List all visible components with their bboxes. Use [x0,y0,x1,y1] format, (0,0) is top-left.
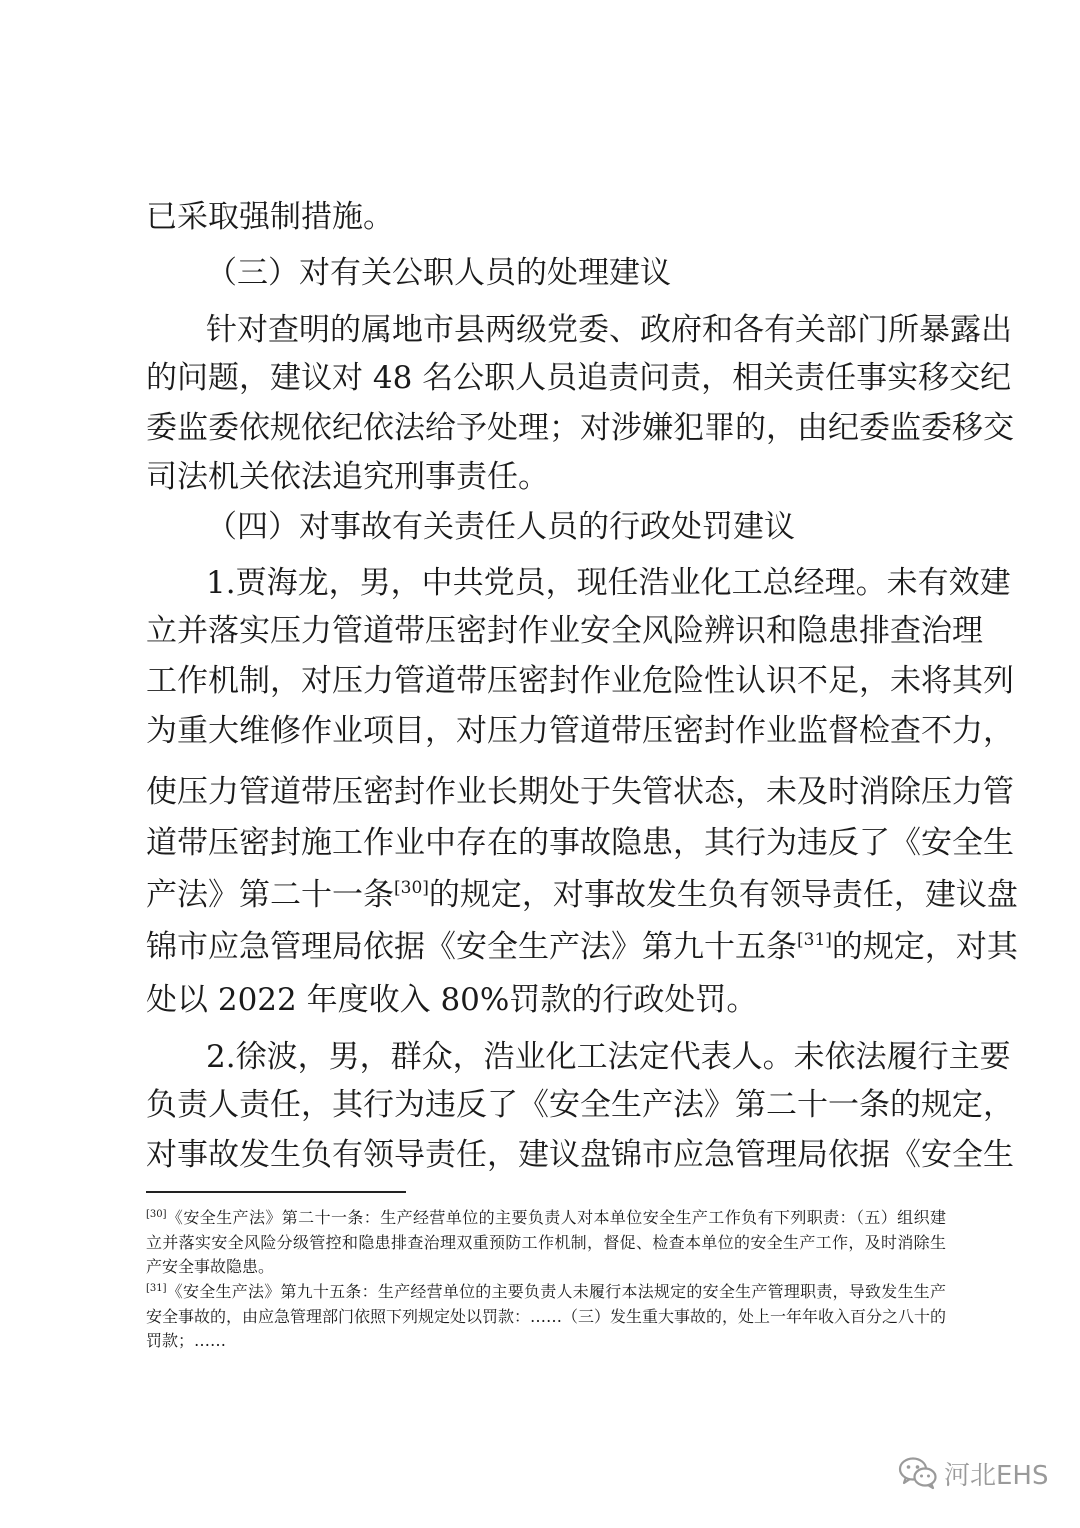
footnote-text: 《安全生产法》第九十五条：生产经营单位的主要负责人未履行本法规定的安全生产管理职责，导致发生生产 [166,1282,946,1301]
footnote-marker-31: [31] [146,1283,167,1294]
footnote-30-line-3: 产安全事故隐患。 [146,1257,275,1276]
body-line-19: 对事故发生负有领导责任，建议盘锦市应急管理局依据《安全生 [146,1137,1014,1173]
footnote-divider [146,1191,406,1193]
footnote-30-line-1 [146,1207,946,1229]
body-text: 产法》第二十一条 [146,877,394,913]
footnote-31-line-2: 安全事故的，由应急管理部门依照下列规定处以罚款：……（三）发生重大事故的，处上一年年收入百分之八十的 [146,1307,947,1326]
watermark [898,1453,1048,1493]
body-line-8: 1.贾海龙，男，中共党员，现任浩业化工总经理。未有效建 [206,565,1011,601]
wechat-icon [898,1456,938,1490]
body-line-9: 立并落实压力管道带压密封作业安全风险辨识和隐患排查治理 [146,613,983,649]
body-line-18: 负责人责任，其行为违反了《安全生产法》第二十一条的规定， [146,1087,1014,1123]
body-line-5: 委监委依规依纪依法给予处理；对涉嫌犯罪的，由纪委监委移交 [146,410,1014,446]
body-text: 的规定，对其 [831,929,1018,965]
footnote-31-line-1 [146,1281,946,1303]
section-heading-4: （四）对事故有关责任人员的行政处罚建议 [206,509,795,545]
body-text: 锦市应急管理局依据《安全生产法》第九十五条 [146,929,797,965]
body-line-10: 工作机制，对压力管道带压密封作业危险性认识不足，未将其列 [146,663,1014,699]
watermark-text: 河北EHS [944,1460,1049,1491]
footnote-text: 《安全生产法》第二十一条：生产经营单位的主要负责人对本单位安全生产工作负有下列职责：（五）组织建 [166,1208,946,1227]
body-text: 的规定，对事故发生负有领导责任，建议盘 [428,877,1018,913]
body-line-1: 已采取强制措施。 [146,199,394,235]
body-line-13: 道带压密封施工作业中存在的事故隐患，其行为违反了《安全生 [146,825,1014,861]
body-line-14 [146,875,1018,915]
section-heading-3: （三）对有关公职人员的处理建议 [206,255,671,291]
body-line-16: 处以 2022 年度收入 80%罚款的行政处罚。 [146,982,758,1018]
footnote-30-line-2: 立并落实安全风险分级管控和隐患排查治理双重预防工作机制，督促、检查本单位的安全生产工作，及时消除生 [146,1233,946,1252]
body-line-12: 使压力管道带压密封作业长期处于失管状态，未及时消除压力管 [146,774,1014,810]
footnote-ref-30[interactable]: [30] [394,878,429,898]
body-line-17: 2.徐波，男，群众，浩业化工法定代表人。未依法履行主要 [206,1039,1011,1075]
body-line-11: 为重大维修作业项目，对压力管道带压密封作业监督检查不力， [146,713,1014,749]
body-line-15 [146,927,1018,967]
body-line-3: 针对查明的属地市县两级党委、政府和各有关部门所暴露出 [206,312,1012,348]
footnote-31-line-3: 罚款；…… [146,1331,227,1350]
body-line-4: 的问题，建议对 48 名公职人员追责问责，相关责任事实移交纪 [146,360,1012,396]
footnote-ref-31[interactable]: [31] [797,930,832,950]
body-line-6: 司法机关依法追究刑事责任。 [146,459,549,495]
footnote-marker-30: [30] [146,1209,167,1220]
